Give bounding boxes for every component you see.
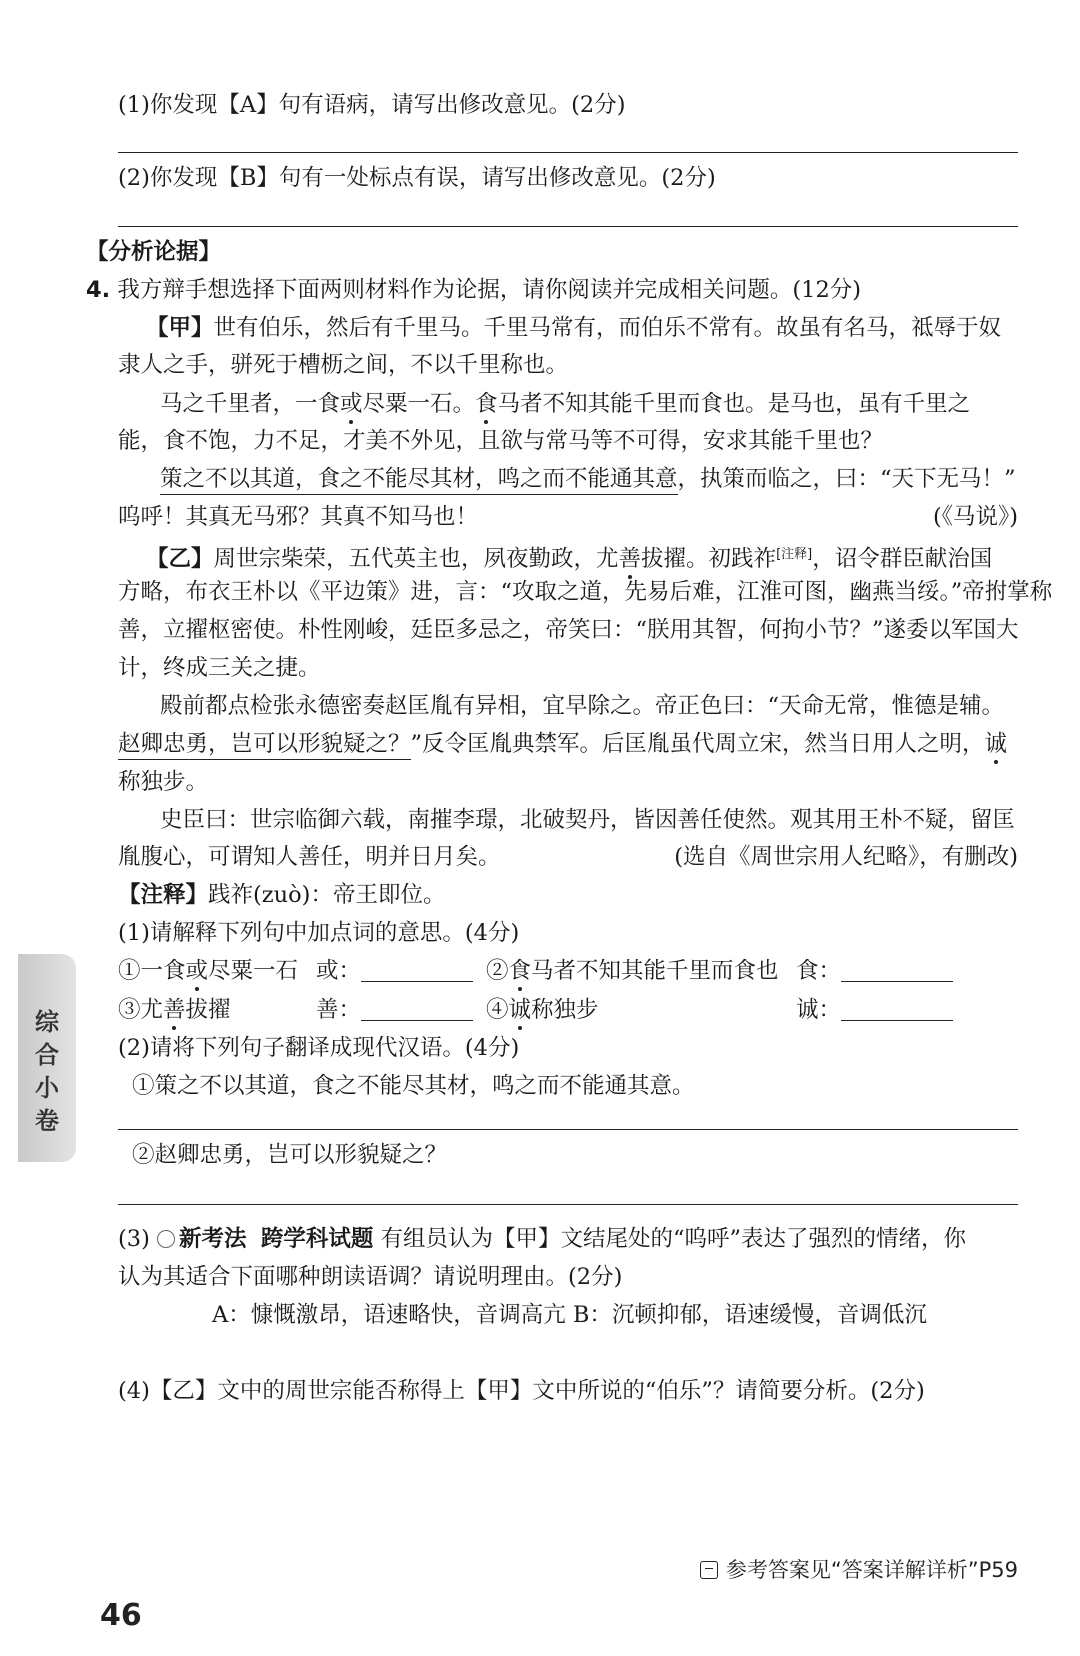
answer-blank[interactable] — [361, 959, 473, 982]
answer-blank[interactable] — [361, 998, 473, 1021]
yi-p3b: 胤腹心，可谓知人善任，明并日月矣。 — [118, 844, 501, 870]
underlined-sentence: 策之不以其道，食之不能尽其材，鸣之而不能通其意 — [160, 466, 678, 495]
s3-options: A：慷慨激昂，语速略快，音调高亢 B：沉顿抑郁，语速缓慢，音调低沉 — [212, 1302, 927, 1328]
side-tab: 综 合 小 卷 — [18, 954, 76, 1162]
q3-sub2: (2)你发现【B】句有一处标点有误，请写出修改意见。(2分) — [118, 165, 716, 191]
yi-p1a: 【乙】周世宗柴荣，五代英主也，夙夜勤政，尤善拔擢。初践祚[注释]，诏令群臣献治国 — [146, 546, 993, 572]
jia-p3a: 策之不以其道，食之不能尽其材，鸣之而不能通其意，执策而临之，曰：“天下无马！” — [160, 464, 1018, 494]
page-number: 46 — [100, 1598, 142, 1633]
answer-line — [118, 152, 1018, 153]
jia-p1a — [146, 313, 1018, 343]
answer-blank[interactable] — [841, 959, 953, 982]
dotted-char: 食 — [475, 391, 498, 417]
s4-prompt: (4)【乙】文中的周世宗能否称得上【甲】文中所说的“伯乐”？请简要分析。(2分) — [118, 1378, 925, 1404]
tag-cross-subject: 跨学科试题 — [260, 1226, 374, 1252]
yi-p1c: 善，立擢枢密使。朴性刚峻，廷臣多忌之，帝笑曰：“朕用其智，何拘小节？”遂委以军国大 — [118, 617, 1019, 643]
badge-icon — [157, 1230, 175, 1248]
dotted-char: 诚 — [508, 997, 532, 1023]
yi-p2b: 赵卿忠勇，岂可以形貌疑之？”反令匡胤典禁军。后匡胤虽代周立宋，然当日用人之明，诚 — [118, 729, 1018, 759]
dotted-char: 善 — [618, 546, 642, 572]
yi-p2a: 殿前都点检张永德密奏赵匡胤有异相，宜早除之。帝正色曰：“天命无常，惟德是辅。 — [160, 693, 1005, 719]
answer-line[interactable] — [118, 1129, 1018, 1130]
section-heading: 【分析论据】 — [86, 239, 222, 265]
yi-p3a: 史臣曰：世宗临御六载，南摧李璟，北破契丹，皆因善任使然。观其用王朴不疑，留匡 — [160, 807, 1016, 833]
jia-p1b: 隶人之手，骈死于槽枥之间，不以千里称也。 — [118, 352, 569, 378]
s1-item1: ①一食或尽粟一石 — [118, 958, 299, 984]
s2-item2: ②赵卿忠勇，岂可以形貌疑之？ — [132, 1142, 448, 1168]
s1-answer4[interactable]: 诚： — [796, 995, 953, 1025]
tag-new-method: 新考法 — [179, 1226, 247, 1252]
note-label: 【注释】 — [118, 882, 209, 908]
s1-answer1[interactable]: 或： — [316, 956, 473, 986]
dotted-char: 诚 — [984, 731, 1008, 757]
s2-prompt: (2)请将下列句子翻译成现代汉语。(4分) — [118, 1035, 520, 1061]
jia-label: 【甲】 — [146, 315, 214, 341]
q4-stem-text: 我方辩手想选择下面两则材料作为论据，请你阅读并完成相关问题。(12分) — [117, 277, 862, 303]
underlined-sentence: 赵卿忠勇，岂可以形貌疑之？ — [118, 731, 411, 760]
s1-item3: ③尤善拔擢 — [118, 997, 231, 1023]
answer-reference: 参考答案见“答案详解详析”P59 — [700, 1554, 1018, 1584]
s3-line2: 认为其适合下面哪种朗读语调？请说明理由。(2分) — [118, 1264, 623, 1290]
answer-line — [118, 226, 1018, 227]
s3-line1: (3) 新考法 跨学科试题 有组员认为【甲】文结尾处的“呜呼”表达了强烈的情绪，你 — [118, 1226, 967, 1252]
yi-p2c: 称独步。 — [118, 769, 209, 795]
answer-blank[interactable] — [841, 998, 953, 1021]
jia-p2a: 马之千里者，一食或尽粟一石。食马者不知其能千里而食也。是马也，虽有千里之 — [160, 391, 971, 417]
yi-p1b: 方略，布衣王朴以《平边策》进，言：“攻取之道，先易后难，江淮可图，幽燕当绥。”帝拊掌称 — [118, 579, 1053, 605]
note-mark: [注释] — [776, 547, 813, 562]
s1-item4: ④诚称独步 — [486, 997, 599, 1023]
s2-item1: ①策之不以其道，食之不能尽其材，鸣之而不能通其意。 — [132, 1073, 695, 1099]
dotted-char: 或 — [185, 958, 209, 984]
yi-label: 【乙】 — [146, 546, 214, 572]
jia-p2b: 能，食不饱，力不足，才美不外见，且欲与常马等不可得，安求其能千里也？ — [118, 428, 884, 454]
s1-item2: ②食马者不知其能千里而食也 — [486, 958, 779, 984]
jia-source: (《马说》) — [932, 504, 1018, 530]
answer-line[interactable] — [118, 1204, 1018, 1205]
yi-source: (选自《周世宗用人纪略》，有删改) — [674, 844, 1018, 870]
s1-answer2[interactable]: 食： — [796, 956, 953, 986]
jia-p3b: 呜呼！其真无马邪？其真不知马也！ — [118, 504, 479, 530]
s1-prompt: (1)请解释下列句中加点词的意思。(4分) — [118, 920, 520, 946]
jia-text: 世有伯乐，然后有千里马。千里马常有，而伯乐不常有。故虽有名马，祗辱于奴 — [213, 315, 1002, 341]
yi-p1d: 计，终成三关之捷。 — [118, 655, 321, 681]
note: 【注释】践祚(zuò)：帝王即位。 — [118, 882, 446, 908]
dotted-char: 食 — [508, 958, 532, 984]
q4-stem — [86, 275, 1018, 305]
dotted-char: 善 — [163, 997, 186, 1023]
q3-sub1: (1)你发现【A】句有语病，请写出修改意见。(2分) — [118, 92, 626, 118]
dotted-char: 或 — [340, 391, 363, 417]
q4-number: 4. — [86, 277, 111, 303]
s1-answer3[interactable]: 善： — [316, 995, 473, 1025]
share-icon — [700, 1561, 718, 1579]
